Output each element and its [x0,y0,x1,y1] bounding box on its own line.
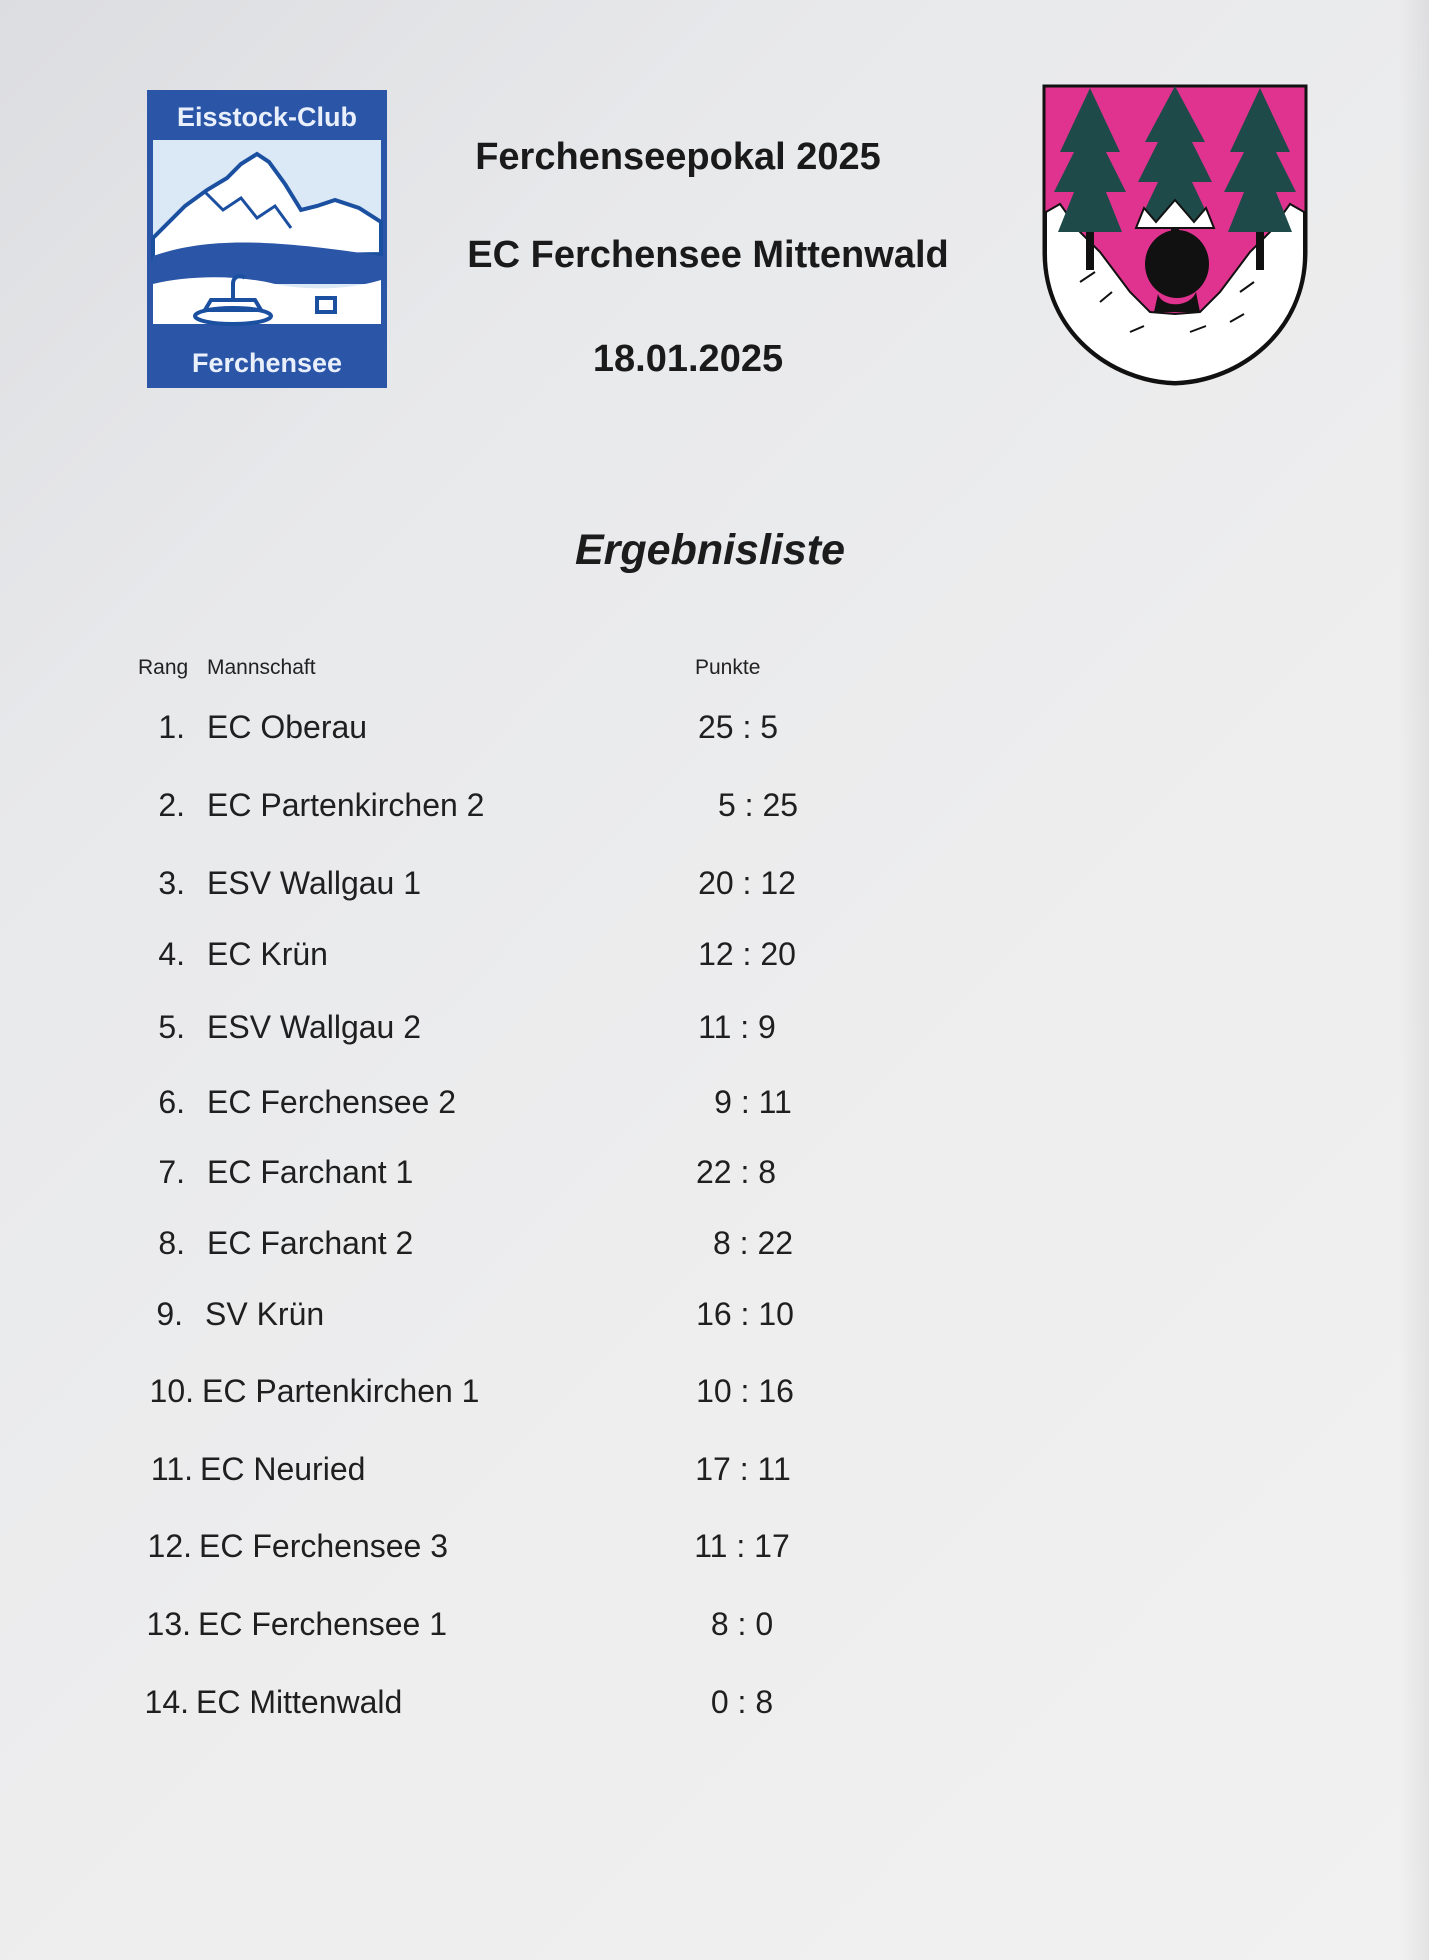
event-date: 18.01.2025 [592,338,784,380]
row-rank: 8. [158,1225,185,1261]
row-team: EC Partenkirchen 2 [207,787,485,823]
column-header-rank: Rang [138,656,189,679]
row-team: ESV Wallgau 1 [207,865,422,901]
row-points: 17 : 11 [695,1451,791,1487]
table-row [0,1684,1429,1728]
row-team: EC Ferchensee 2 [207,1084,457,1120]
row-points: 11 : 9 [698,1009,776,1045]
table-row [0,865,1429,909]
row-points: 9 : 11 [714,1084,792,1120]
row-rank: 5. [158,1009,185,1045]
row-rank: 11. [150,1451,193,1487]
row-points: 10 : 16 [696,1373,794,1409]
row-team: EC Partenkirchen 1 [202,1373,480,1409]
row-points: 8 : 22 [712,1225,794,1261]
table-row [0,936,1429,980]
row-rank: 12. [147,1528,192,1564]
table-row [0,1154,1429,1198]
row-rank: 13. [146,1606,191,1642]
row-points: 12 : 20 [698,936,796,972]
table-row [0,1009,1429,1053]
table-row [0,787,1429,831]
row-rank: 2. [158,787,185,823]
row-rank: 4. [158,936,185,972]
row-points: 25 : 5 [697,709,779,745]
column-header-team: Mannschaft [207,656,316,679]
row-rank: 3. [158,865,185,901]
row-points: 16 : 10 [696,1296,794,1332]
table-row [0,1451,1429,1495]
column-header-points: Punkte [695,656,761,679]
table-row [0,1225,1429,1269]
event-title: Ferchenseepokal 2025 [475,136,881,178]
row-team: ESV Wallgau 2 [207,1009,422,1045]
row-team: EC Ferchensee 1 [198,1606,448,1642]
row-team: EC Farchant 2 [207,1225,414,1261]
results-list-title: Ergebnisliste [574,526,846,574]
row-team: EC Ferchensee 3 [199,1528,449,1564]
row-team: EC Mittenwald [196,1684,403,1720]
table-row [0,1084,1429,1128]
table-row [0,1606,1429,1650]
row-points: 20 : 12 [698,865,796,901]
table-row [0,709,1429,753]
row-rank: 14. [144,1684,189,1720]
table-row [0,1296,1429,1340]
logo-top-text: Eisstock-Club [176,102,358,132]
row-rank: 9. [156,1296,183,1332]
row-points: 22 : 8 [695,1154,777,1190]
row-rank: 1. [158,709,185,745]
row-team: EC Oberau [207,709,368,745]
row-team: EC Krün [207,936,328,972]
row-rank: 6. [158,1084,185,1120]
row-team: SV Krün [205,1296,325,1332]
row-rank: 10. [149,1373,194,1409]
row-team: EC Neuried [200,1451,366,1487]
logo-bottom-text: Ferchensee [191,348,343,378]
row-points: 0 : 8 [710,1684,774,1720]
row-team: EC Farchant 1 [207,1154,414,1190]
table-row [0,1373,1429,1417]
host-club: EC Ferchensee Mittenwald [467,234,949,276]
row-points: 8 : 0 [710,1606,774,1642]
row-points: 5 : 25 [717,787,799,823]
row-points: 11 : 17 [694,1528,790,1564]
table-row [0,1528,1429,1572]
row-rank: 7. [158,1154,185,1190]
